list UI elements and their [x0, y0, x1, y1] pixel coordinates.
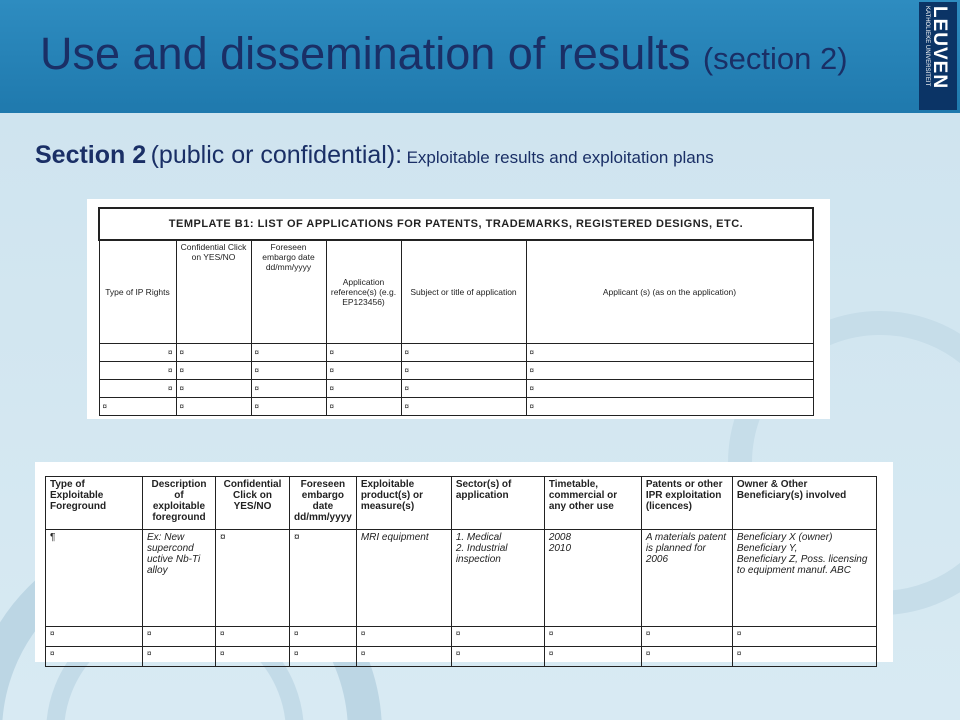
- b1-header-reference: Application reference(s) (e.g. EP123456): [326, 240, 401, 343]
- b1-header-subject: Subject or title of application: [401, 240, 526, 343]
- subtitle-small: Exploitable results and exploitation plans: [406, 148, 714, 167]
- header-patents: Patents or other IPR exploitation (licences): [641, 477, 732, 530]
- university-logo: [919, 2, 957, 110]
- title-main: Use and dissemination of results: [40, 28, 691, 79]
- header-owner: Owner & Other Beneficiary(s) involved: [732, 477, 876, 530]
- template-b1-title: TEMPLATE B1: LIST OF APPLICATIONS FOR PATENTS, TRADEMARKS, REGISTERED DESIGNS, ETC.: [99, 208, 813, 240]
- cell-type: ¶: [46, 530, 143, 627]
- section-subtitle: [35, 141, 714, 170]
- subtitle-middle: (public or confidential):: [150, 141, 403, 169]
- cell-product: MRI equipment: [356, 530, 451, 627]
- timetable-item: 2010: [548, 543, 572, 554]
- slide-title: [40, 28, 848, 80]
- header-timetable: Timetable, commercial or any other use: [544, 477, 641, 530]
- template-b1-image: [87, 199, 830, 419]
- timetable-item: 2008: [548, 532, 572, 543]
- cell-timetable: [544, 530, 641, 627]
- template-b1-table: [98, 207, 814, 416]
- header-description: Description of exploitable foreground: [143, 477, 216, 530]
- table-row: ¤ ¤ ¤ ¤ ¤ ¤: [99, 397, 813, 415]
- exploitation-table: [45, 476, 877, 667]
- header-confidential: Confidential Click on YES/NO: [216, 477, 290, 530]
- table-row: ¤ ¤ ¤ ¤ ¤ ¤: [99, 361, 813, 379]
- table-row: ¤ ¤ ¤ ¤ ¤ ¤ ¤ ¤ ¤: [46, 627, 877, 647]
- owner-item: Beneficiary X (owner): [736, 532, 833, 543]
- header-product: Exploitable product(s) or measure(s): [356, 477, 451, 530]
- cell-sector: [451, 530, 544, 627]
- exploitation-table-image: [35, 462, 893, 662]
- sector-item: 2. Industrial inspection: [455, 543, 508, 565]
- cell-embargo: ¤: [290, 530, 357, 627]
- header-embargo: Foreseen embargo date dd/mm/yyyy: [290, 477, 357, 530]
- table-row: ¤ ¤ ¤ ¤ ¤ ¤: [99, 379, 813, 397]
- subtitle-bold: Section 2: [35, 141, 147, 169]
- logo-main-text: LEUVEN: [929, 6, 950, 90]
- header-foreground-type: Type of Exploitable Foreground: [46, 477, 143, 530]
- table-row: ¤ ¤ ¤ ¤ ¤ ¤ ¤ ¤ ¤: [46, 647, 877, 667]
- table-row: ¤ ¤ ¤ ¤ ¤ ¤: [99, 343, 813, 361]
- cell-confidential: ¤: [216, 530, 290, 627]
- cell-description: Ex: New supercond uctive Nb-Ti alloy: [143, 530, 216, 627]
- owner-item: Beneficiary Z, Poss. licensing to equipment manuf. ABC: [736, 554, 868, 576]
- header-sector: Sector(s) of application: [451, 477, 544, 530]
- b1-header-ip-type: Type of IP Rights: [99, 240, 176, 343]
- b1-header-applicant: Applicant (s) (as on the application): [526, 240, 813, 343]
- logo-sub-text: KATHOLIEKE UNIVERSITEIT: [924, 6, 930, 87]
- title-section: (section 2): [702, 41, 848, 76]
- cell-owner: [732, 530, 876, 627]
- table-row: [46, 530, 877, 627]
- owner-item: Beneficiary Y,: [736, 543, 798, 554]
- header-band: [0, 0, 960, 113]
- b1-header-confidential: Confidential Click on YES/NO: [176, 240, 251, 343]
- b1-header-embargo: Foreseen embargo date dd/mm/yyyy: [251, 240, 326, 343]
- cell-patents: A materials patent is planned for 2006: [641, 530, 732, 627]
- sector-item: 1. Medical: [455, 532, 502, 543]
